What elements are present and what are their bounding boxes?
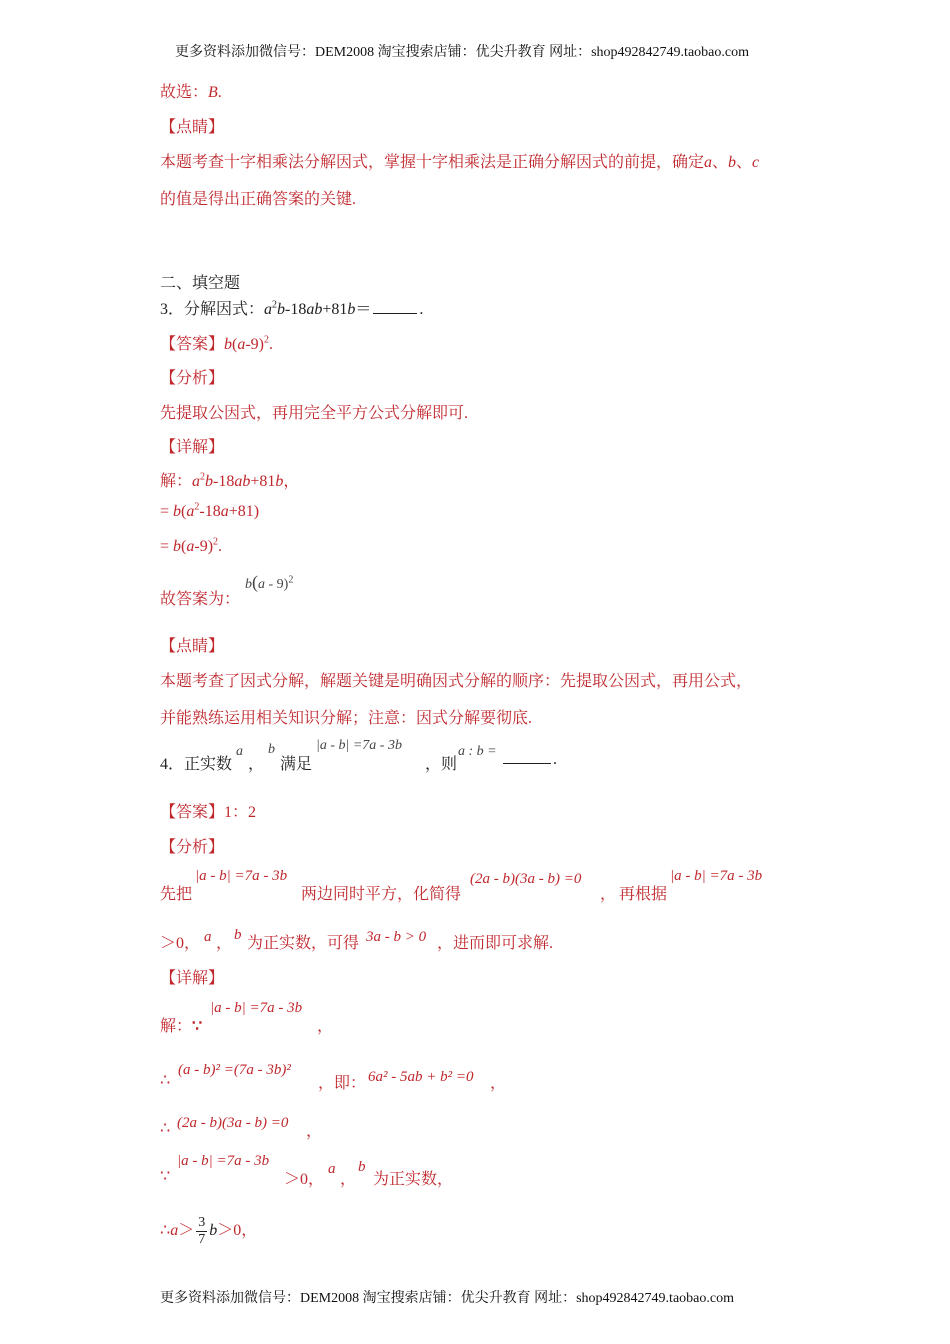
- q3-step2-end: +81): [228, 503, 260, 520]
- q3-answer-blank: [373, 301, 417, 314]
- q4-d4-expr-text: |a - b| =7a - 3b: [177, 1153, 270, 1169]
- q3-step3-end: .: [218, 538, 223, 555]
- q3-step2-open: (: [181, 503, 187, 520]
- q4-an2-text: 为正实数，可得: [247, 935, 360, 952]
- q4-an2-a-text: a: [204, 929, 212, 945]
- q3-step2-prefix: =: [160, 503, 174, 520]
- q4-comma1: ，: [248, 756, 265, 773]
- q3-final-label: 故答案为：: [160, 591, 241, 608]
- q4-text3: ，则: [425, 756, 458, 773]
- q4-d3-expr-text: (2a - b)(3a - b) =0: [177, 1115, 289, 1131]
- q3-answer-a: a: [237, 336, 246, 353]
- q4-var-b: [268, 742, 275, 758]
- q3-detail-tag: 【详解】: [160, 439, 225, 456]
- therefore-icon: ∴: [160, 1120, 171, 1137]
- q3-step3: [160, 538, 222, 556]
- q3-step1-ab: ab: [234, 473, 251, 490]
- q2-sep1: 、: [712, 154, 729, 171]
- q4-answer-tag: 【答案】: [160, 804, 225, 821]
- q4-an2-expr-text: 3a - b > 0: [366, 929, 427, 945]
- page-header: 更多资料添加微信号：DEM2008 淘宝搜索店铺：优尖升教育 网址：shop492842749.taobao.com: [175, 45, 749, 60]
- q3-final-sup: 2: [288, 574, 294, 586]
- q3-step1-plus: +81: [250, 473, 276, 490]
- q3-step2-sup: 2: [194, 501, 200, 513]
- q4-an2-comma: ，: [216, 935, 233, 952]
- q4-an2-line: [160, 930, 200, 953]
- q4-d2-expr2-text: 6a² - 5ab + b² =0: [368, 1069, 474, 1085]
- q3-answer-end: .: [269, 336, 273, 353]
- q3-step3-rest: -9): [194, 538, 214, 555]
- q3-comment-line2: 并能熟练运用相关知识分解；注意：因式分解要彻底.: [160, 710, 533, 727]
- q3-question: [160, 296, 423, 319]
- q4-detail-tag: 【详解】: [160, 970, 225, 987]
- q2-comment-tag: 【点睛】: [160, 119, 225, 136]
- q4-d4-text: 为正实数，: [373, 1171, 454, 1188]
- q4-d4-a: [328, 1161, 336, 1178]
- q4-text2: 满足: [280, 756, 313, 773]
- q4-an2-gt: ＞0，: [160, 935, 201, 952]
- q3-expr-plus: +81: [322, 301, 348, 318]
- q4-d5-fraction: [196, 1215, 207, 1248]
- q2-sep2: 、: [736, 154, 753, 171]
- q4-an-cond-text: |a - b| =7a - 3b: [195, 868, 288, 884]
- q3-analysis-text: 先提取公因式，再用完全平方公式分解即可.: [160, 405, 469, 422]
- q4-d4-expr: [177, 1153, 269, 1170]
- q4-d2-expr: [178, 1062, 291, 1079]
- q3-step2-a: a: [186, 503, 195, 520]
- q3-comment-line1: 本题考查了因式分解，解题关键是明确因式分解的顺序：先提取公因式，再用公式，: [160, 673, 753, 690]
- q3-answer-sup: 2: [264, 334, 269, 346]
- therefore-icon: ∴: [160, 1222, 171, 1240]
- q3-answer-rest: -9): [245, 336, 264, 353]
- q4-question: [160, 751, 232, 774]
- q3-comment-tag: 【点睛】: [160, 638, 225, 655]
- q4-an-cond2: [670, 868, 762, 885]
- q4-d5-num: 3: [198, 1215, 206, 1230]
- q4-answer-value: 1：2: [224, 804, 257, 821]
- q4-d3-expr: [177, 1115, 288, 1132]
- q2-comment-line2: 的值是得出正确答案的关键.: [160, 191, 357, 208]
- q4-cond-abs: |a - b|: [316, 738, 350, 753]
- q3-final-expr: [245, 572, 293, 593]
- therefore-icon: ∴: [160, 1072, 171, 1089]
- q4-d1-expr: [210, 1000, 302, 1017]
- q4-an-pre: 先把: [160, 886, 193, 903]
- q4-number: 4．: [160, 756, 185, 773]
- q4-an-basis: 再根据: [619, 886, 668, 903]
- q2-var-a: a: [704, 154, 713, 171]
- q4-an-mid: 两边同时平方，化简得: [301, 886, 462, 903]
- q4-an-expr: [470, 871, 581, 888]
- q3-expr-sup: 2: [272, 299, 278, 311]
- q3-step2-b: b: [173, 503, 182, 520]
- q3-expr-b: b: [277, 301, 286, 318]
- q3-step3-a: a: [186, 538, 195, 555]
- q3-expr-eq: ＝: [355, 301, 372, 318]
- q4-d5-gt: ＞: [178, 1222, 195, 1240]
- q4-analysis-tag: 【分析】: [160, 839, 225, 856]
- q4-d5-a: a: [170, 1222, 179, 1240]
- q2-select-line: [160, 79, 222, 102]
- q3-step1-a: a: [192, 473, 201, 490]
- q4-d4-b-text: b: [358, 1159, 366, 1175]
- q4-d2-end: ，: [490, 1075, 507, 1092]
- q4-d2-mid: ，即：: [318, 1075, 367, 1092]
- q3-step1: [160, 468, 299, 491]
- q4-d5-den: 7: [198, 1232, 206, 1247]
- q4-an2-a: [204, 929, 212, 946]
- q3-step1-label: 解：: [160, 473, 193, 490]
- q4-condition: [316, 738, 402, 754]
- q4-var-a: [236, 744, 243, 760]
- q4-an2-expr: [366, 929, 426, 946]
- q4-d1-line: [160, 1013, 202, 1036]
- q3-step3-prefix: =: [160, 538, 174, 555]
- q4-d4-gt: ＞0，: [284, 1171, 325, 1188]
- q4-d3-end: ，: [306, 1123, 323, 1140]
- q4-an2-b: [234, 927, 242, 944]
- q3-step2-mid: -18: [199, 503, 221, 520]
- q4-d4-a-text: a: [328, 1161, 336, 1177]
- q3-step1-tail: ，: [283, 473, 300, 490]
- page-footer: 更多资料添加微信号：DEM2008 淘宝搜索店铺：优尖升教育 网址：shop492842749.taobao.com: [160, 1291, 734, 1306]
- q3-step1-mid: -18: [213, 473, 235, 490]
- q3-final-a: a: [258, 577, 265, 592]
- q4-an-cond: [195, 868, 287, 885]
- q3-final-rest: - 9): [265, 577, 289, 592]
- q3-final-b: b: [245, 577, 252, 592]
- q4-d1-label: 解：: [160, 1018, 193, 1035]
- q3-step2: [160, 503, 259, 521]
- q4-text1: 正实数: [184, 756, 233, 773]
- q2-comment-text1: 本题考查十字相乘法分解因式，掌握十字相乘法是正确分解因式的前提，确定: [160, 154, 705, 171]
- q3-expr-a: a: [264, 301, 273, 318]
- q4-an2-end: ，进而即可求解.: [437, 935, 554, 952]
- q4-d5-end: ＞0，: [217, 1222, 258, 1240]
- q4-an-expr-text: (2a - b)(3a - b) =0: [470, 871, 582, 887]
- q3-analysis-tag: 【分析】: [160, 370, 225, 387]
- q3-expr-mid: -18: [285, 301, 307, 318]
- q4-answer-blank: [503, 751, 551, 764]
- q2-select-label: 故选：: [160, 84, 209, 101]
- q4-ratio-text: a : b =: [458, 744, 497, 759]
- q3-expr-end: .: [419, 301, 424, 318]
- q3-answer-line: [160, 331, 273, 354]
- because-icon: ∵: [160, 1168, 171, 1185]
- q4-d5-b: b: [209, 1222, 218, 1240]
- q3-step3-b: b: [173, 538, 182, 555]
- q4-ratio: [458, 744, 497, 760]
- q2-var-c: c: [752, 154, 760, 171]
- q3-expr-ab: ab: [306, 301, 323, 318]
- q2-select-end: .: [217, 84, 222, 101]
- because-icon: ∵: [192, 1018, 203, 1035]
- q3-step2-a2: a: [220, 503, 229, 520]
- q3-step1-b2: b: [275, 473, 284, 490]
- q4-var-b-text: b: [268, 742, 275, 757]
- q3-answer-b: b: [224, 336, 233, 353]
- q4-an-comma: ，: [600, 886, 617, 903]
- q4-cond-rest: =7a - 3b: [349, 738, 402, 753]
- q3-final-open: (: [252, 572, 258, 592]
- q3-step3-sup: 2: [213, 536, 219, 548]
- q4-d2-expr-text: (a - b)² =(7a - 3b)²: [178, 1062, 291, 1078]
- q4-var-a-text: a: [236, 744, 243, 759]
- q4-an-cond2-text: |a - b| =7a - 3b: [670, 868, 763, 884]
- q2-var-b: b: [728, 154, 737, 171]
- q4-an2-b-text: b: [234, 927, 242, 943]
- q4-blank-line: [501, 751, 557, 769]
- q4-d1-expr-text: |a - b| =7a - 3b: [210, 1000, 303, 1016]
- q3-step1-b: b: [205, 473, 214, 490]
- q3-step1-sup: 2: [200, 471, 206, 483]
- q4-d5-line: [160, 1215, 257, 1248]
- q4-answer-line: [160, 799, 256, 822]
- q2-select-value: B: [208, 84, 218, 101]
- q4-d2-expr2: [368, 1069, 473, 1086]
- q3-answer-open: (: [232, 336, 238, 353]
- q3-expr-b2: b: [347, 301, 356, 318]
- q2-comment-line1: [160, 149, 759, 172]
- q3-prompt: 分解因式：: [184, 301, 265, 318]
- q3-step3-open: (: [181, 538, 187, 555]
- q4-d4-b: [358, 1159, 366, 1176]
- q4-end: .: [553, 751, 557, 768]
- q3-number: 3．: [160, 301, 185, 318]
- q3-answer-tag: 【答案】: [160, 336, 225, 353]
- q4-d4-comma: ，: [340, 1171, 357, 1188]
- q4-d1-end: ，: [317, 1018, 334, 1035]
- section-title: 二、填空题: [160, 275, 241, 292]
